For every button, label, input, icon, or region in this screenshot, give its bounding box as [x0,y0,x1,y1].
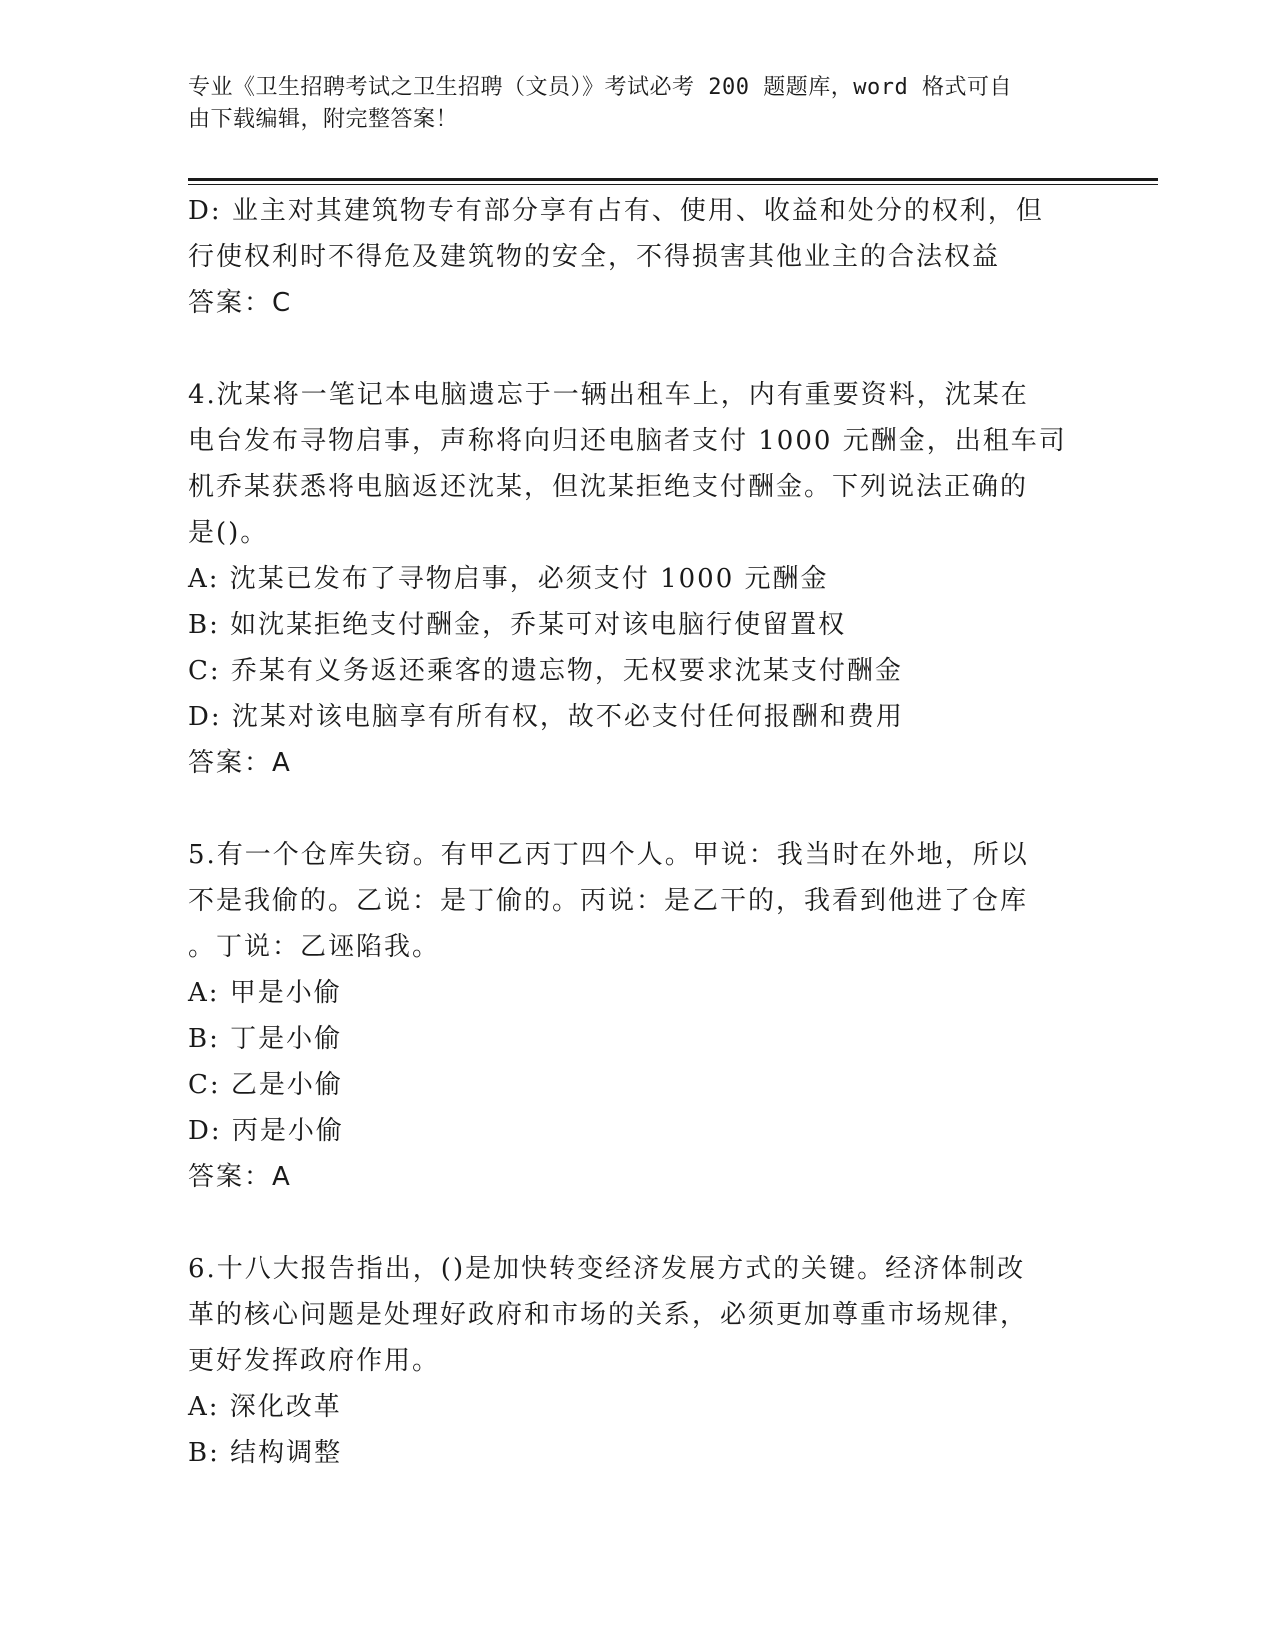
question-stem-line-2: 革的核心问题是处理好政府和市场的关系，必须更加尊重市场规律， [188,1300,1029,1330]
question-stem-line-4: 是()。 [188,518,269,548]
option-d-line-2: 行使权利时不得危及建筑物的安全，不得损害其他业主的合法权益 [188,242,1001,272]
header-line-1: 专业《卫生招聘考试之卫生招聘（文员）》考试必考 200 题题库，word 格式可自 [188,75,1012,100]
question-6 [188,1246,1088,1476]
question-3-tail [188,188,1088,326]
answer: 答案：C [188,288,293,318]
spacer [188,1200,1088,1246]
document-body [188,188,1088,1476]
question-stem-line-1: 6.十八大报告指出，()是加快转变经济发展方式的关键。经济体制改 [188,1254,1026,1284]
question-stem-line-2: 不是我偷的。乙说：是丁偷的。丙说：是乙干的，我看到他进了仓库 [188,886,1029,916]
option-a: A: 沈某已发布了寻物启事，必须支付 1000 元酬金 [188,564,829,594]
question-stem-line-1: 4.沈某将一笔记本电脑遗忘于一辆出租车上，内有重要资料，沈某在 [188,380,1029,410]
question-stem-line-3: 。丁说：乙诬陷我。 [188,932,441,962]
option-d-line-1: D: 业主对其建筑物专有部分享有占有、使用、收益和处分的权利，但 [188,196,1044,226]
option-b: B: 结构调整 [188,1438,343,1468]
option-d: D: 丙是小偷 [188,1116,344,1146]
question-stem-line-3: 更好发挥政府作用。 [188,1346,441,1376]
option-d: D: 沈某对该电脑享有所有权，故不必支付任何报酬和费用 [188,702,904,732]
option-c: C: 乙是小偷 [188,1070,343,1100]
option-a: A: 甲是小偷 [188,978,342,1008]
option-b: B: 如沈某拒绝支付酬金，乔某可对该电脑行使留置权 [188,610,847,640]
question-5 [188,832,1088,1200]
option-c: C: 乔某有义务返还乘客的遗忘物，无权要求沈某支付酬金 [188,656,903,686]
answer: 答案：A [188,1162,292,1192]
option-b: B: 丁是小偷 [188,1024,343,1054]
question-4 [188,372,1088,786]
question-stem-line-2: 电台发布寻物启事，声称将向归还电脑者支付 1000 元酬金，出租车司 [188,426,1067,456]
spacer [188,326,1088,372]
spacer [188,786,1088,832]
header-line-2: 由下载编辑，附完整答案！ [188,107,459,132]
header-rule-thick [188,178,1158,181]
question-stem-line-3: 机乔某获悉将电脑返还沈某，但沈某拒绝支付酬金。下列说法正确的 [188,472,1029,502]
question-stem-line-1: 5.有一个仓库失窃。有甲乙丙丁四个人。甲说：我当时在外地，所以 [188,840,1029,870]
header-rule-thin [188,184,1158,185]
answer: 答案：A [188,748,292,778]
page-header [188,72,1068,136]
option-a: A: 深化改革 [188,1392,342,1422]
